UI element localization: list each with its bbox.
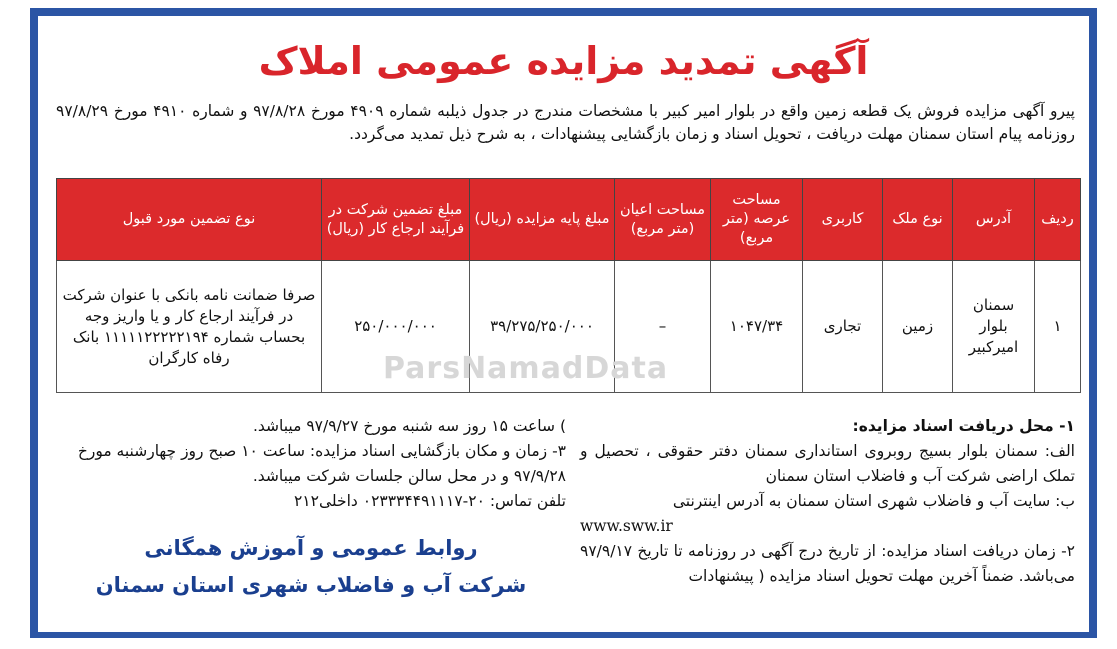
header-base-price: مبلغ پایه مزایده (ریال)	[470, 179, 615, 261]
org-department: روابط عمومی و آموزش همگانی	[144, 536, 478, 560]
cell-guarantee-type: صرفا ضمانت نامه بانکی با عنوان شرکت در فرآیند ارجاع کار و یا واریز وجه بحساب شماره ۱۱۱۱۱۲۲۲۲۲۱۹۴ بانک رفاه کارگران	[57, 261, 322, 393]
table-header-row	[57, 179, 1081, 261]
cell-guarantee-amount: ۲۵۰/۰۰۰/۰۰۰	[322, 261, 470, 393]
contact-phone: تلفن تماس: ۲۰-۰۲۳۳۳۴۴۹۱۱۱۷ داخلی۲۱۲	[293, 492, 566, 510]
ad-body	[38, 16, 1089, 632]
header-usage: کاربری	[803, 179, 883, 261]
opening-section	[56, 414, 566, 514]
website-link[interactable]: www.sww.ir	[580, 517, 673, 535]
deadline-continuation: ) ساعت ۱۵ روز سه شنبه مورخ ۹۷/۹/۲۷ میباشد.	[252, 417, 566, 435]
header-land-area: مساحت عرصه (متر مربع)	[711, 179, 803, 261]
documents-time: ۲- زمان دریافت اسناد مزایده: از تاریخ درج آگهی در روزنامه تا تاریخ ۹۷/۹/۱۷ می‌باشد. ضمناً آخرین مهلت تحویل اسناد مزایده ( پیشنهادات	[580, 542, 1075, 585]
documents-location-b: ب: سایت آب و فاضلاب شهری استان سمنان به آدرس اینترنتی	[672, 492, 1075, 510]
cell-address: سمنان بلوار امیرکبیر	[953, 261, 1035, 393]
cell-usage: تجاری	[803, 261, 883, 393]
cell-row-number: ۱	[1035, 261, 1081, 393]
documents-section	[580, 414, 1075, 589]
ad-frame	[30, 8, 1097, 638]
cell-building-area: –	[615, 261, 711, 393]
cell-land-area: ۱۰۴۷/۳۴	[711, 261, 803, 393]
header-guarantee-type: نوع تضمین مورد قبول	[57, 179, 322, 261]
header-property-type: نوع ملک	[883, 179, 953, 261]
documents-heading: ۱- محل دریافت اسناد مزایده:	[852, 417, 1075, 435]
cell-property-type: زمین	[883, 261, 953, 393]
ad-title: آگهی تمدید مزایده عمومی املاک	[258, 39, 869, 83]
org-company: شرکت آب و فاضلاب شهری استان سمنان	[95, 573, 527, 597]
header-building-area: مساحت اعیان (متر مربع)	[615, 179, 711, 261]
documents-location-a: الف: سمنان بلوار بسیج روبروی استانداری سمنان دفتر حقوقی ، تحصیل و تملک اراضی شرکت آب و فاضلاب استان سمنان	[580, 442, 1075, 485]
opening-time: ۳- زمان و مکان بازگشایی اسناد مزایده: ساعت ۱۰ صبح روز چهارشنبه مورخ ۹۷/۹/۲۸ و در محل سالن جلسات شرکت میباشد.	[77, 442, 566, 485]
watermark: ParsNamadData	[383, 351, 669, 386]
intro-paragraph: پیرو آگهی مزایده فروش یک قطعه زمین واقع در بلوار امیر کبیر با مشخصات مندرج در جدول ذیلبه شماره ۴۹۰۹ مورخ ۹۷/۸/۲۸ و شماره ۴۹۱۰ مورخ ۹۷/۸/۲۹ روزنامه پیام استان سمنان مهلت دریافت ، تحویل اسناد و زمان بازگشایی پیشنهادات ، به شرح ذیل تمدید می‌گردد.	[56, 102, 1075, 143]
header-row-number: ردیف	[1035, 179, 1081, 261]
cell-base-price: ۳۹/۲۷۵/۲۵۰/۰۰۰	[470, 261, 615, 393]
header-guarantee-amount: مبلغ تضمین شرکت در فرآیند ارجاع کار (ریال)	[322, 179, 470, 261]
header-address: آدرس	[953, 179, 1035, 261]
